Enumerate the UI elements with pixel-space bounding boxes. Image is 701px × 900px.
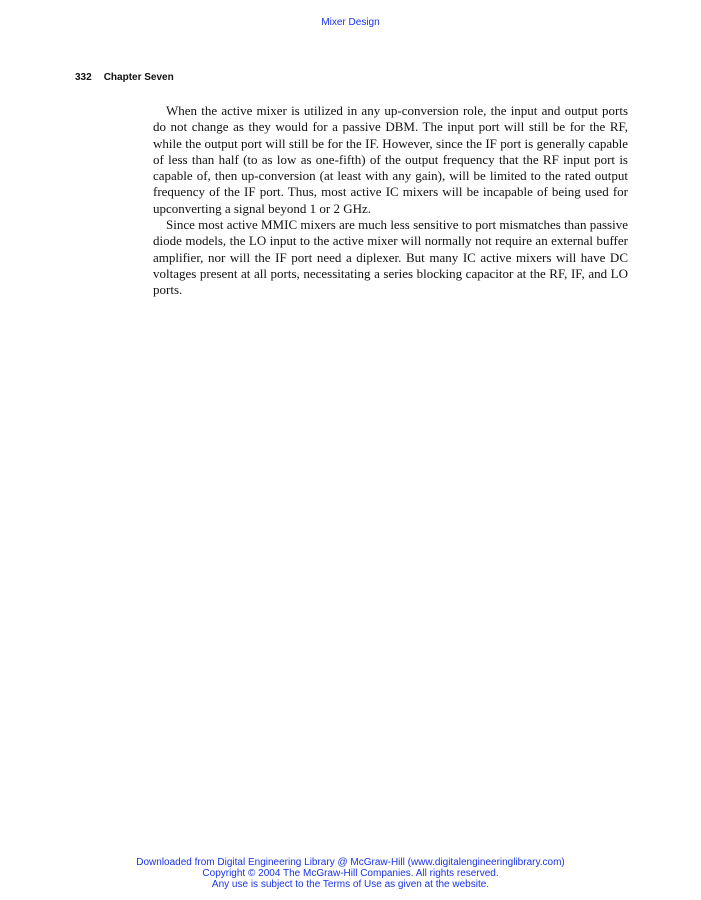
page-footer <box>0 857 701 890</box>
footer-download-link[interactable]: Downloaded from Digital Engineering Library @ McGraw-Hill (www.digitalengineeringlibrary.com) <box>136 857 565 868</box>
body-text <box>153 103 628 299</box>
chapter-title: Chapter Seven <box>103 72 174 83</box>
footer-copyright: Copyright © 2004 The McGraw-Hill Companies. All rights reserved. <box>202 868 499 879</box>
running-head <box>75 71 174 84</box>
footer-terms-link[interactable]: Any use is subject to the Terms of Use as given at the website. <box>211 879 490 890</box>
page-header-title: Mixer Design <box>321 17 380 28</box>
paragraph-2: Since most active MMIC mixers are much less sensitive to port mismatches than passive diode models, the LO input to the active mixer will normally not require an external buffer amplifier, nor will the IF port need a diplexer. But many IC active mixers will have DC voltages present at all ports, necessitating a series blocking capacitor at the RF, IF, and LO ports. <box>153 217 628 298</box>
paragraph-1: When the active mixer is utilized in any up-conversion role, the input and output ports do not change as they would for a passive DBM. The input port will still be for the RF, while the output port will still be for the IF. However, since the IF port is generally capable of less than half (to as low as one-fifth) of the output frequency that the RF input port is capable of, then up-conversion (at least with any gain), will be limited to the rated output frequency of the IF port. Thus, most active IC mixers will be incapable of being used for upconverting a signal beyond 1 or 2 GHz. <box>153 103 628 216</box>
page-number: 332 <box>75 72 92 83</box>
